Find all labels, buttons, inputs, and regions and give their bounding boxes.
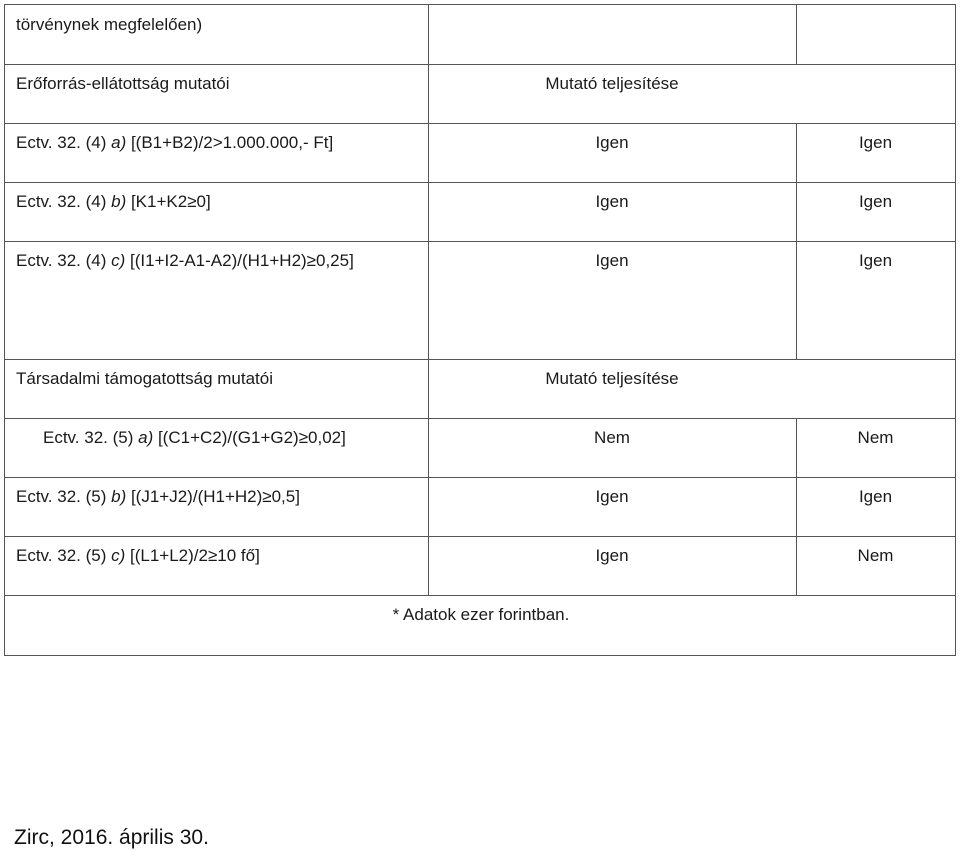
indicator-value: Igen: [858, 192, 893, 211]
indicator-value: Igen: [595, 192, 629, 211]
column-heading: Mutató teljesítése: [545, 369, 679, 388]
indicator-value: Igen: [595, 251, 629, 270]
row-divider: [5, 182, 955, 183]
indicator-label: Ectv. 32. (4) b) [K1+K2≥0]: [16, 192, 211, 211]
col-divider: [796, 123, 797, 359]
row-divider: [5, 359, 955, 360]
indicator-value: Nem: [857, 546, 894, 565]
row-divider: [5, 418, 955, 419]
indicator-table: [4, 4, 956, 656]
indicator-label: Ectv. 32. (4) a) [(B1+B2)/2>1.000.000,- Ft]: [16, 133, 334, 152]
col-divider: [796, 5, 797, 64]
table-note: * Adatok ezer forintban.: [392, 605, 570, 624]
indicator-value: Igen: [858, 133, 893, 152]
row-label: törvénynek megfelelően): [16, 15, 203, 34]
row-divider: [5, 123, 955, 124]
col-divider: [428, 5, 429, 64]
row-divider: [5, 241, 955, 242]
place-and-date: Zirc, 2016. április 30.: [14, 826, 209, 849]
indicator-label: Ectv. 32. (5) a) [(C1+C2)/(G1+G2)≥0,02]: [43, 428, 346, 447]
indicator-value: Igen: [858, 251, 893, 270]
column-heading: Mutató teljesítése: [545, 74, 679, 93]
row-divider: [5, 595, 955, 596]
indicator-label: Ectv. 32. (5) c) [(L1+L2)/2≥10 fő]: [16, 546, 260, 565]
row-divider: [5, 536, 955, 537]
indicator-value: Igen: [595, 133, 629, 152]
indicator-label: Ectv. 32. (5) b) [(J1+J2)/(H1+H2)≥0,5]: [16, 487, 300, 506]
row-divider: [5, 477, 955, 478]
section-heading-resources: Erőforrás-ellátottság mutatói: [16, 74, 230, 93]
section-heading-support: Társadalmi támogatottság mutatói: [16, 369, 274, 388]
indicator-value: Nem: [857, 428, 894, 447]
row-divider: [5, 64, 955, 65]
indicator-label: Ectv. 32. (4) c) [(I1+I2-A1-A2)/(H1+H2)≥0,25]: [16, 251, 354, 270]
indicator-value: Nem: [594, 428, 630, 447]
indicator-value: Igen: [595, 487, 629, 506]
indicator-value: Igen: [858, 487, 893, 506]
indicator-value: Igen: [595, 546, 629, 565]
